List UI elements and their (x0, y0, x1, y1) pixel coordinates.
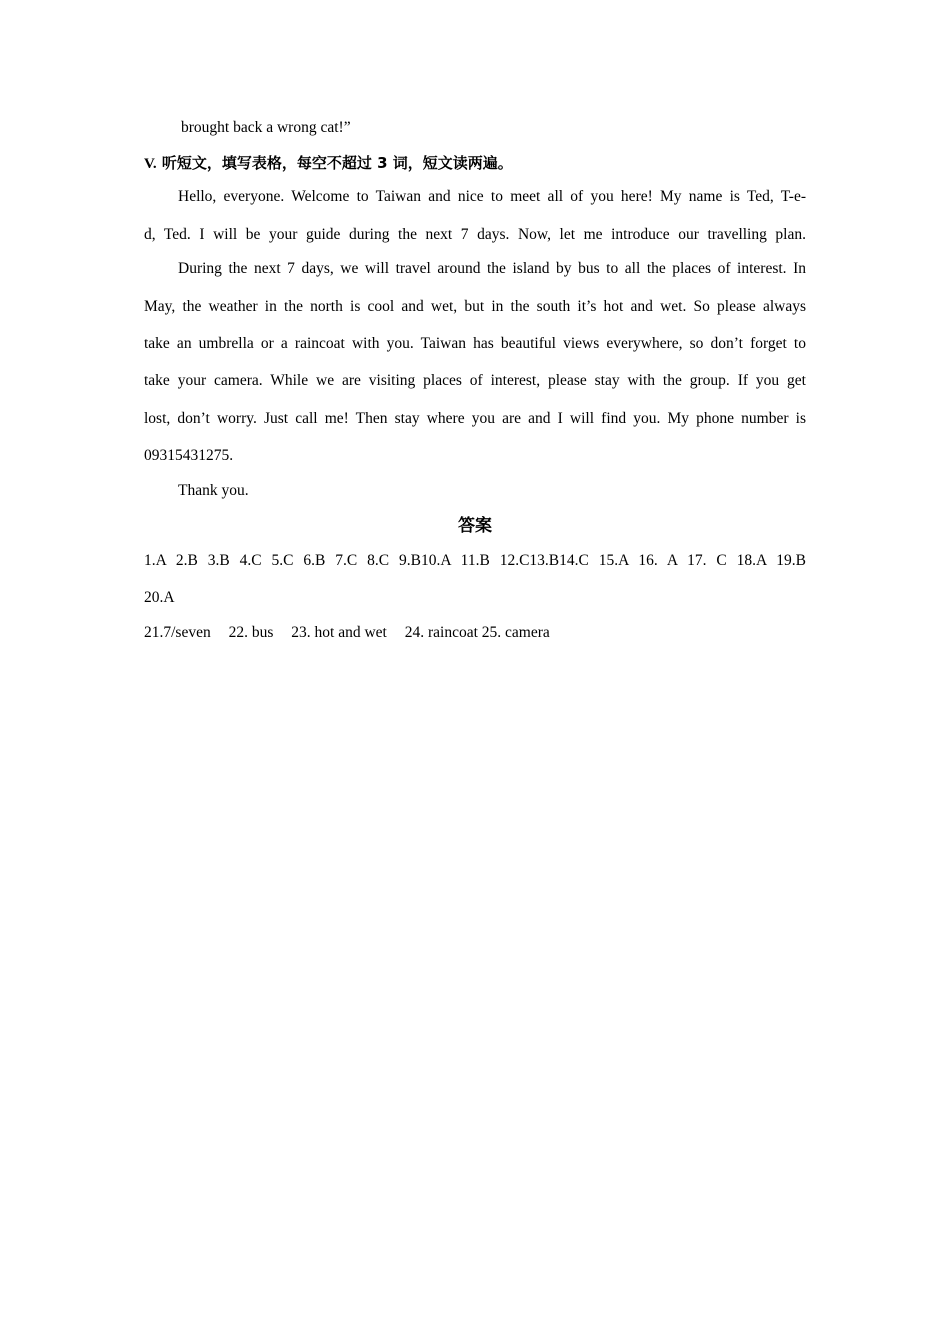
passage-tail: brought back a wrong cat!” (181, 119, 351, 136)
transcript-p2-line5: lost, don’t worry. Just call me! Then stay where you are and I will find you. My phone number is (144, 410, 806, 427)
transcript-p3: Thank you. (178, 482, 249, 499)
answer-21: 21.7/seven (144, 624, 211, 641)
transcript-p2-line6: 09315431275. (144, 447, 234, 464)
transcript-p1-line1: Hello, everyone. Welcome to Taiwan and nice to meet all of you here! My name is Ted, T-e- (178, 188, 806, 205)
answers-row1: 1.A 2.B 3.B 4.C 5.C 6.B 7.C 8.C 9.B10.A 11.B 12.C13.B14.C 15.A 16. A 17. C 18.A 19.B (144, 552, 806, 569)
answers-row3 (144, 623, 806, 643)
transcript-p2-line1: During the next 7 days, we will travel around the island by bus to all the places of interest. In (178, 260, 806, 277)
transcript-p2-line3: take an umbrella or a raincoat with you. Taiwan has beautiful views everywhere, so don’t forget to (144, 335, 806, 352)
answer-23: 23. hot and wet (291, 624, 387, 641)
answer-24-25: 24. raincoat 25. camera (404, 624, 550, 641)
section-v-heading (144, 153, 806, 174)
answers-title: 答案 (458, 516, 492, 536)
section-v-numeral: V. (144, 156, 157, 172)
transcript-p2-line2: May, the weather in the north is cool and wet, but in the south it’s hot and wet. So please always (144, 298, 806, 315)
transcript-p1-line2: d, Ted. I will be your guide during the next 7 days. Now, let me introduce our travelling plan. (144, 226, 806, 243)
transcript-p2-line4: take your camera. While we are visiting places of interest, please stay with the group. If you get (144, 372, 806, 389)
answers-row2: 20.A (144, 589, 175, 606)
answer-22: 22. bus (228, 624, 274, 641)
section-v-instruction: 听短文，填写表格，每空不超过 3 词，短文读两遍。 (161, 154, 513, 172)
